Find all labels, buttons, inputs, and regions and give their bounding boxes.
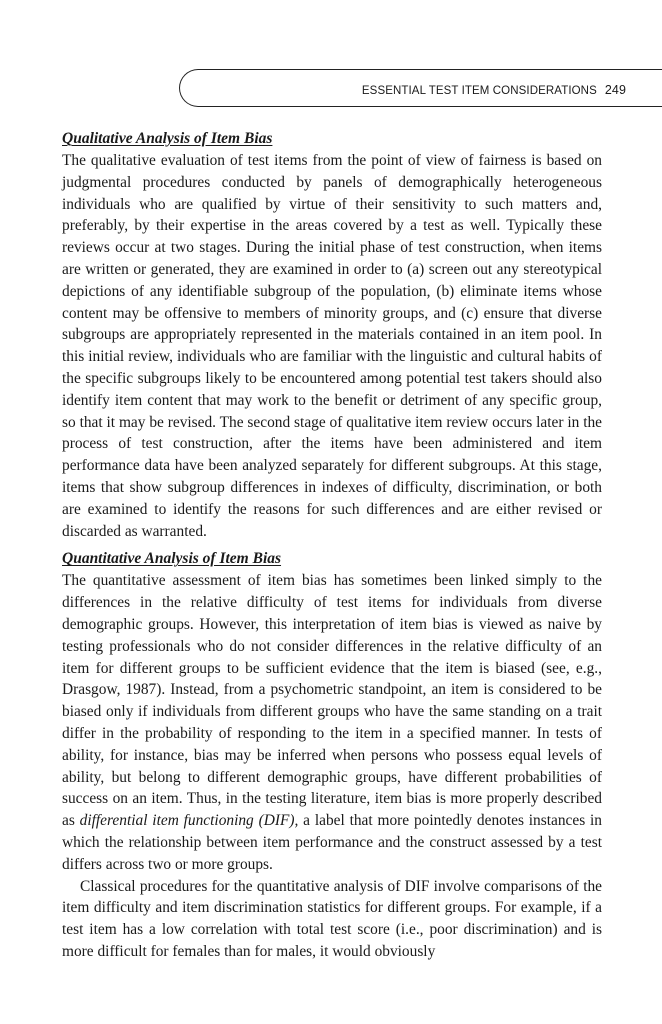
section-heading-quantitative: Quantitative Analysis of Item Bias [62, 550, 282, 568]
page-body [62, 128, 602, 963]
paragraph-quantitative-1-tail: a label that more pointedly denotes instances in which the relationship between item performance and the construct assessed by a test differs across two or more groups. [62, 812, 602, 873]
term-dif-abbrev: (DIF), [258, 812, 299, 830]
page-number: 249 [604, 83, 626, 97]
term-differential-item-functioning: differential item functioning [79, 812, 254, 830]
paragraph-quantitative-1-lead: The quantitative assessment of item bias has sometimes been linked simply to the differences in the relative difficulty of test items for individuals from diverse demographic groups. However, this interpretation of item bias is viewed as naive by testing professionals who do not consider differences in the relative difficulty of an item for different groups to be sufficient evidence that the item is biased (see, e.g., Drasgow, 1987). Instead, from a psychometric standpoint, an item is considered to be biased only if individuals from different groups who have the same standing on a trait differ in the probability of responding to the item in a specified manner. In tests of ability, for instance, bias may be inferred when persons who possess equal levels of ability, but belong to different demographic groups, have different probabilities of success on an item. Thus, in the testing literature, item bias is more properly described as [62, 572, 602, 830]
paragraph-quantitative-1 [62, 570, 602, 875]
paragraph-quantitative-2: Classical procedures for the quantitative analysis of DIF involve comparisons of the item difficulty and item discrimination statistics for different groups. For example, if a test item has a low correlation with total test score (i.e., poor discrimination) and is more difficult for females than for males, it would obviously [62, 877, 602, 960]
running-head-title: ESSENTIAL TEST ITEM CONSIDERATIONS [361, 85, 597, 97]
paragraph-qualitative: The qualitative evaluation of test items from the point of view of fairness is based on judgmental procedures conducted by panels of demographically heterogeneous individuals who are qualified by virtue of their sensitivity to such matters and, preferably, by their expertise in the areas covered by a test as well. Typically these reviews occur at two stages. During the initial phase of test construction, when items are written or generated, they are examined in order to (a) screen out any stereotypical depictions of any identifiable subgroup of the population, (b) eliminate items whose content may be offensive to members of minority groups, and (c) ensure that diverse subgroups are appropriately represented in the materials contained in an item pool. In this initial review, individuals who are familiar with the linguistic and cultural habits of the specific subgroups likely to be encountered among potential test takers should also identify item content that may work to the benefit or detriment of any specific group, so that it may be revised. The second stage of qualitative item review occurs later in the process of test construction, after the items have been administered and item performance data have been analyzed separately for different subgroups. At this stage, items that show subgroup differences in indexes of difficulty, discrimination, or both are examined to identify the reasons for such differences and are either revised or discarded as warranted. [62, 152, 602, 540]
section-heading-qualitative: Qualitative Analysis of Item Bias [62, 130, 273, 147]
running-head [362, 83, 626, 97]
